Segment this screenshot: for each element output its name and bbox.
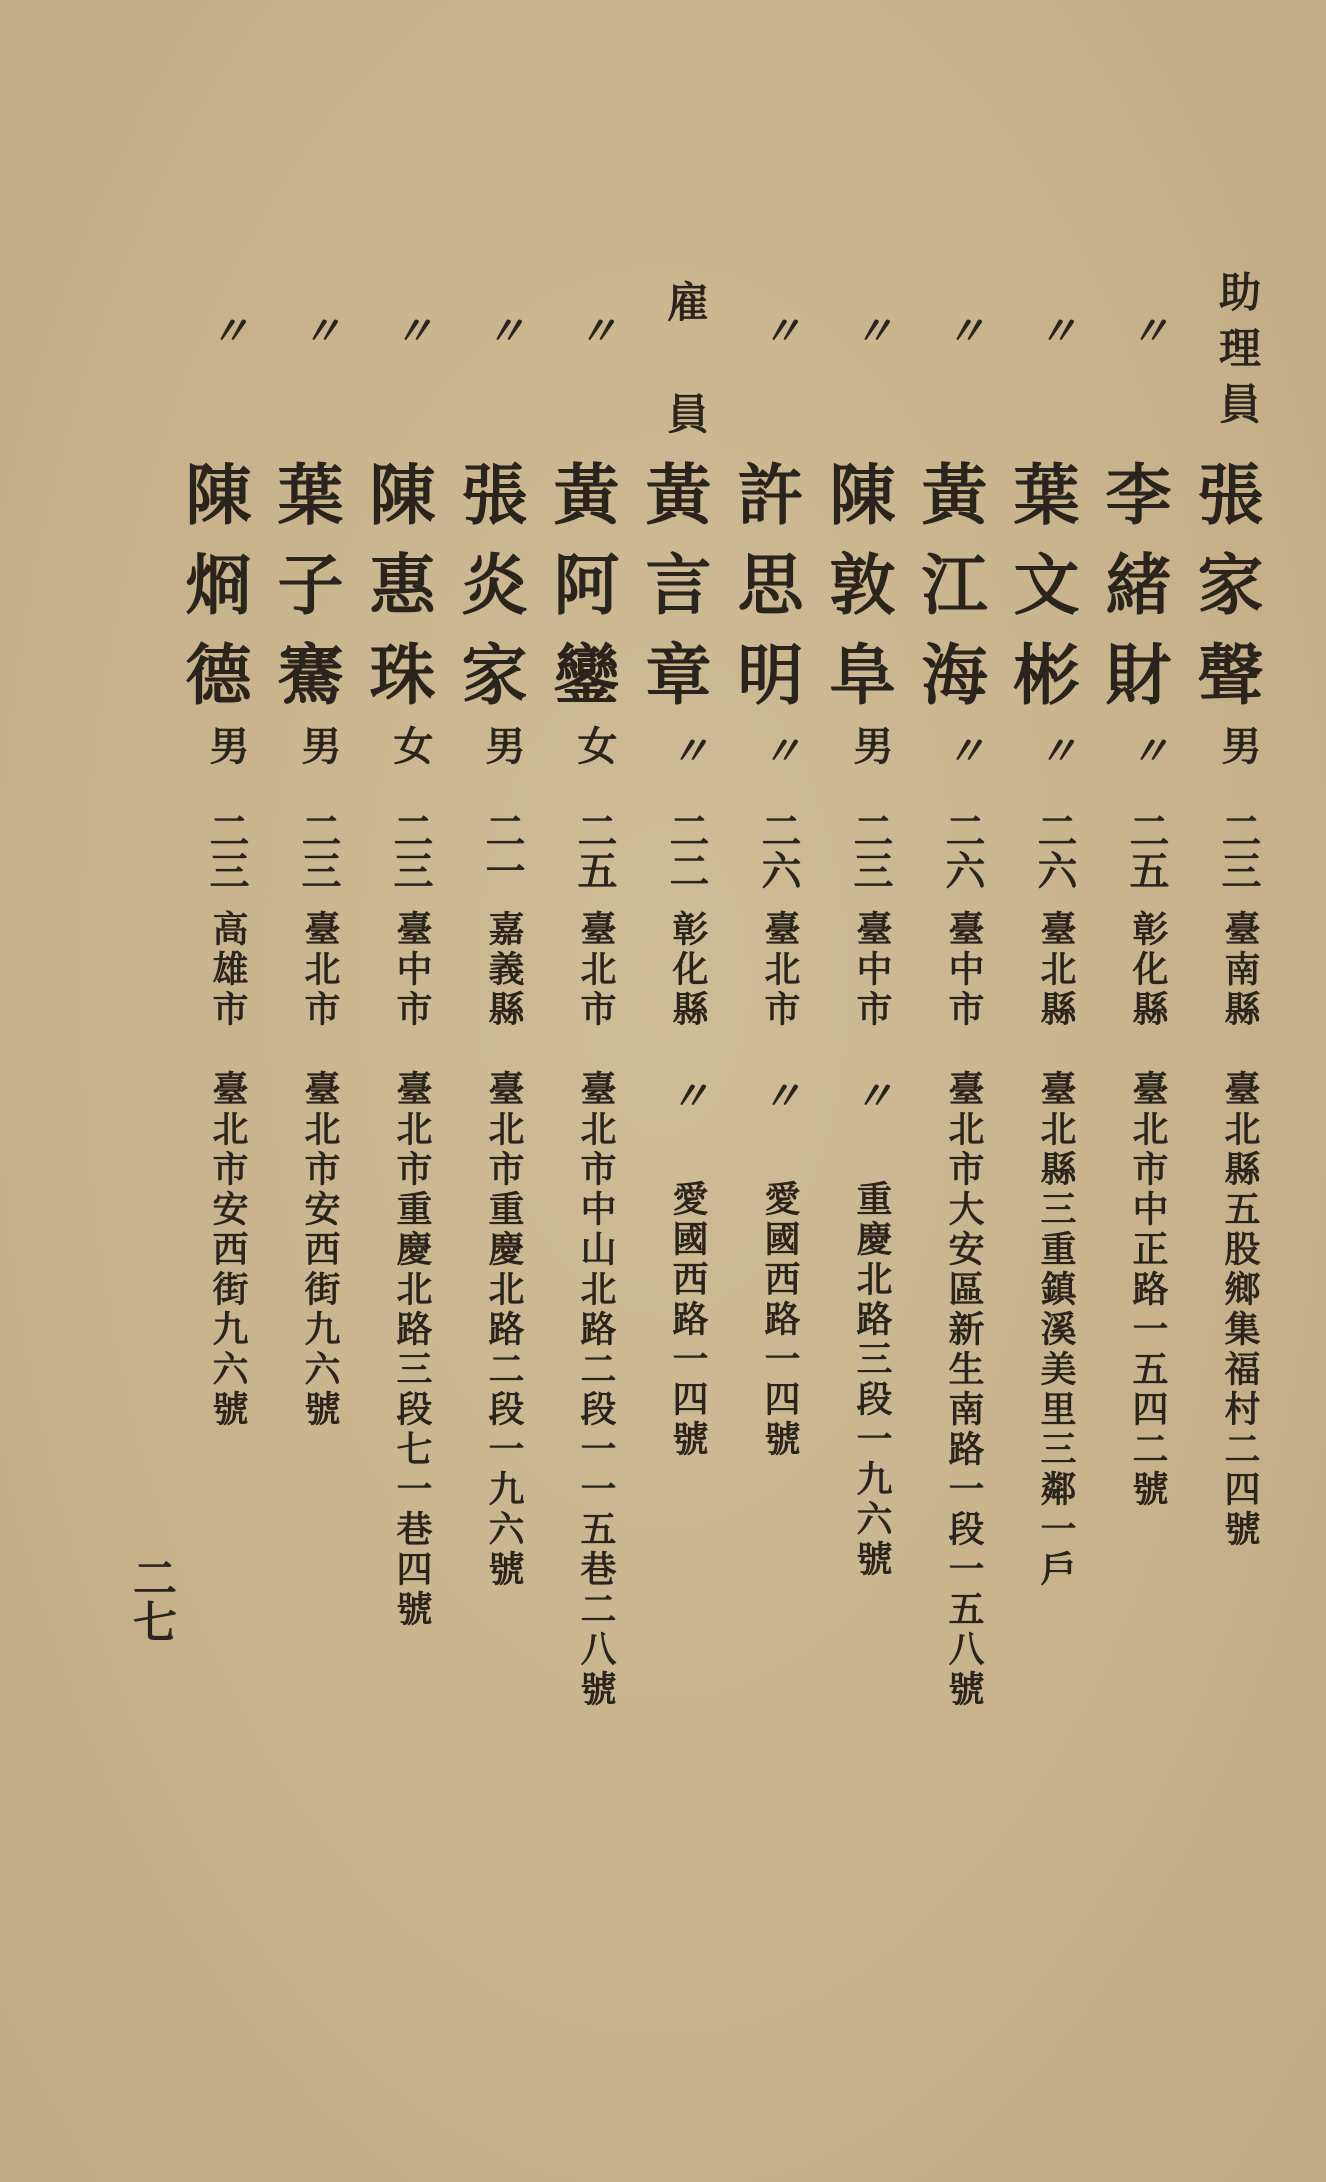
entry-address: 重慶北路三段一九六號 bbox=[851, 1180, 893, 1580]
entry-sex: 女 bbox=[571, 725, 618, 765]
entry-sex: 女 bbox=[387, 725, 434, 765]
entry-age: 二六 bbox=[755, 810, 802, 890]
entry-origin: 臺中市 bbox=[943, 910, 985, 1030]
entry-address: 臺北縣三重鎮溪美里三鄰一戶 bbox=[1035, 1070, 1077, 1590]
entry-address: 臺北市中正路一五四二號 bbox=[1127, 1070, 1169, 1510]
entry-address: 臺北市安西街九六號 bbox=[299, 1070, 341, 1430]
entry-role: 〃 bbox=[847, 310, 894, 350]
entry-name: 張炎家 bbox=[450, 460, 528, 730]
entry-age: 二二 bbox=[663, 810, 710, 890]
entry-address-ditto: 〃 bbox=[663, 1075, 710, 1115]
entry-age: 二六 bbox=[939, 810, 986, 890]
entry-origin: 臺南縣 bbox=[1219, 910, 1261, 1030]
entry-role: 〃 bbox=[1031, 310, 1078, 350]
entry-role: 〃 bbox=[755, 310, 802, 350]
entry-origin: 高雄市 bbox=[207, 910, 249, 1030]
entry-age: 二三 bbox=[203, 810, 250, 890]
entry-address: 愛國西路一四號 bbox=[759, 1180, 801, 1460]
entry-address: 臺北市中山北路二段一一五巷二八號 bbox=[575, 1070, 617, 1710]
entry-sex: 〃 bbox=[1123, 730, 1170, 770]
entry-age: 二三 bbox=[387, 810, 434, 890]
entry-origin: 臺中市 bbox=[391, 910, 433, 1030]
entry-address-ditto: 〃 bbox=[847, 1075, 894, 1115]
entry-name: 張家聲 bbox=[1186, 460, 1264, 730]
entry-age: 二六 bbox=[1031, 810, 1078, 890]
entry-origin: 臺北市 bbox=[759, 910, 801, 1030]
entry-origin: 臺北市 bbox=[575, 910, 617, 1030]
entry-role: 〃 bbox=[479, 310, 526, 350]
entry-age: 二三 bbox=[847, 810, 894, 890]
entry-origin: 臺北市 bbox=[299, 910, 341, 1030]
entry-name: 陳惠珠 bbox=[358, 460, 436, 730]
entry-name: 葉子騫 bbox=[266, 460, 344, 730]
entry-name: 黃阿鑾 bbox=[542, 460, 620, 730]
page-number: 二七 bbox=[125, 1555, 176, 1643]
entry-sex: 〃 bbox=[1031, 730, 1078, 770]
entry-origin: 嘉義縣 bbox=[483, 910, 525, 1030]
entry-sex: 〃 bbox=[663, 730, 710, 770]
entry-role: 〃 bbox=[387, 310, 434, 350]
entry-address: 愛國西路一四號 bbox=[667, 1180, 709, 1460]
entry-age: 二三 bbox=[1215, 810, 1262, 890]
entry-origin: 彰化縣 bbox=[667, 910, 709, 1030]
entry-age: 二三 bbox=[295, 810, 342, 890]
entry-address-ditto: 〃 bbox=[755, 1075, 802, 1115]
entry-origin: 臺中市 bbox=[851, 910, 893, 1030]
entry-role: 雇 員 bbox=[661, 280, 710, 448]
entry-name: 葉文彬 bbox=[1002, 460, 1080, 730]
entry-name: 許思明 bbox=[726, 460, 804, 730]
entry-role: 〃 bbox=[571, 310, 618, 350]
entry-address: 臺北市重慶北路三段七一巷四號 bbox=[391, 1070, 433, 1630]
entry-name: 李緒財 bbox=[1094, 460, 1172, 730]
entry-origin: 彰化縣 bbox=[1127, 910, 1169, 1030]
entry-name: 黃言章 bbox=[634, 460, 712, 730]
entry-sex: 男 bbox=[295, 725, 342, 765]
entry-address: 臺北縣五股鄉集福村二四號 bbox=[1219, 1070, 1261, 1550]
entry-name: 黃江海 bbox=[910, 460, 988, 730]
entry-role: 〃 bbox=[1123, 310, 1170, 350]
entry-origin: 臺北縣 bbox=[1035, 910, 1077, 1030]
entry-role: 〃 bbox=[939, 310, 986, 350]
entry-role: 〃 bbox=[203, 310, 250, 350]
entry-age: 二一 bbox=[479, 810, 526, 890]
entry-role: 〃 bbox=[295, 310, 342, 350]
entry-address: 臺北市大安區新生南路一段一五八號 bbox=[943, 1070, 985, 1710]
entry-age: 二五 bbox=[1123, 810, 1170, 890]
entry-name: 陳烱德 bbox=[174, 460, 252, 730]
entry-sex: 男 bbox=[847, 725, 894, 765]
entry-sex: 男 bbox=[203, 725, 250, 765]
entry-address: 臺北市重慶北路二段一九六號 bbox=[483, 1070, 525, 1590]
entry-role: 助理員 bbox=[1213, 270, 1262, 438]
entry-address: 臺北市安西街九六號 bbox=[207, 1070, 249, 1430]
entry-sex: 男 bbox=[479, 725, 526, 765]
entry-sex: 〃 bbox=[939, 730, 986, 770]
entry-age: 二五 bbox=[571, 810, 618, 890]
entry-sex: 男 bbox=[1215, 725, 1262, 765]
entry-sex: 〃 bbox=[755, 730, 802, 770]
entry-name: 陳敦阜 bbox=[818, 460, 896, 730]
